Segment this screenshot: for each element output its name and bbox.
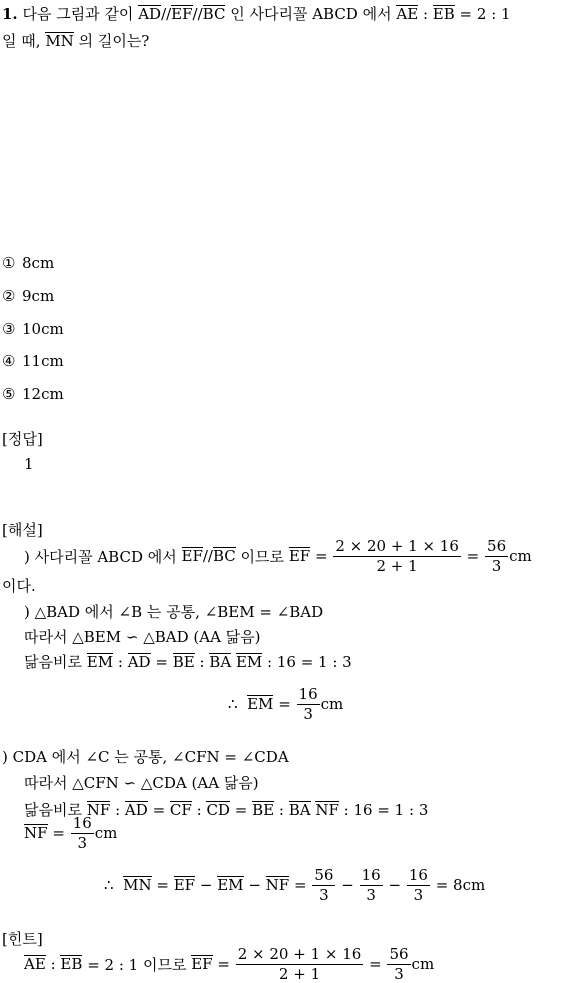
equals-sign: = [294, 876, 307, 894]
numerator: 16 [298, 685, 318, 703]
denominator: 3 [491, 556, 502, 575]
minus-sign: − [199, 876, 213, 894]
fraction [236, 946, 364, 982]
fraction [407, 867, 430, 903]
segment-nf: NF [315, 801, 339, 819]
segment-be: BE [252, 801, 275, 819]
numerator: 56 [487, 537, 507, 555]
segment-ef: EF [173, 876, 196, 895]
denominator: 3 [394, 964, 404, 983]
segment-bc: BC [212, 547, 236, 566]
segment-ae: AE [24, 955, 46, 974]
unit: cm [94, 824, 118, 842]
fraction [387, 946, 410, 982]
numerator: 2 × 20 + 1 × 16 [335, 537, 459, 555]
colon: : [50, 955, 56, 973]
option-text: 9cm [22, 287, 55, 305]
explanation-line-5 [24, 651, 352, 672]
explanation-text: 이므로 [240, 547, 285, 566]
denominator: 3 [366, 885, 376, 904]
answer-value: 1 [24, 455, 34, 473]
therefore-symbol: ∴ [104, 876, 114, 894]
segment-ef: EF [181, 547, 203, 566]
question-line-1 [2, 3, 511, 24]
question-line-2 [2, 30, 149, 51]
fraction [360, 867, 383, 903]
segment-ae: AE [396, 5, 419, 23]
numerator: 16 [72, 814, 92, 832]
equals-sign: = [155, 653, 168, 671]
numerator: 16 [408, 866, 428, 884]
fraction [485, 538, 508, 574]
segment-ef: EF [288, 547, 311, 566]
parallel-symbol: // [161, 5, 172, 23]
numerator: 56 [314, 866, 334, 884]
ratio-text: = 2 : 1 이므로 [87, 955, 187, 974]
hint-label: [힌트] [2, 930, 43, 948]
option-mark: ⑤ [2, 385, 16, 403]
explanation-text: 닮음비로 [24, 801, 82, 819]
numerator: 2 × 20 + 1 × 16 [237, 945, 362, 963]
equals-sign: = [234, 801, 248, 819]
explanation-line-7: ) CDA 에서 ∠C 는 공통, ∠CFN = ∠CDA [2, 748, 289, 766]
question-text: 인 사다리꼴 ABCD 에서 [230, 5, 392, 23]
option-text: 11cm [22, 352, 64, 370]
fraction [71, 815, 94, 851]
segment-mn: MN [45, 32, 74, 50]
segment-ef: EF [171, 5, 193, 23]
equals-sign: = [278, 695, 291, 713]
therefore-symbol: ∴ [228, 695, 238, 713]
segment-bc: BC [202, 5, 226, 23]
hint-line [24, 946, 434, 982]
option-5[interactable] [2, 385, 64, 403]
segment-ba: BA [288, 801, 311, 819]
segment-em: EM [86, 653, 114, 671]
segment-ad: AD [127, 653, 151, 671]
denominator: 3 [303, 704, 313, 723]
parallel-symbol: // [192, 5, 203, 23]
equals-sign: = [217, 955, 230, 973]
explanation-line-2: 이다. [2, 577, 36, 595]
option-text: 10cm [22, 320, 64, 338]
minus-sign: − [248, 876, 261, 894]
segment-cd: CD [206, 801, 230, 819]
question-text: 의 길이는? [78, 32, 150, 50]
fraction [312, 867, 335, 903]
minus-sign: − [388, 876, 402, 894]
numerator: 16 [361, 866, 381, 884]
unit: cm [320, 695, 344, 713]
segment-mn: MN [123, 876, 152, 895]
segment-nf: NF [24, 824, 48, 843]
segment-be: BE [172, 653, 195, 671]
numerator: 56 [389, 945, 409, 963]
explanation-line-6 [228, 686, 343, 722]
segment-ef: EF [191, 955, 213, 974]
colon: : [117, 653, 123, 671]
option-4[interactable] [2, 352, 64, 370]
denominator: 3 [77, 833, 87, 852]
equals-sign: = [52, 824, 65, 842]
equals-sign: = [369, 955, 382, 973]
colon: : [196, 801, 202, 819]
option-mark: ② [2, 287, 16, 305]
option-1[interactable] [2, 254, 54, 272]
unit: cm [509, 547, 532, 565]
fraction [297, 686, 320, 722]
ratio-text: : 16 = 1 : 3 [267, 653, 352, 671]
option-mark: ① [2, 254, 16, 272]
ratio-text: = 2 : 1 [459, 5, 511, 23]
equals-sign: = [466, 547, 480, 565]
segment-eb: EB [60, 955, 83, 974]
colon: : [278, 801, 284, 819]
colon: : [199, 653, 205, 671]
explanation-line-3: ) △BAD 에서 ∠B 는 공통, ∠BEM = ∠BAD [24, 603, 324, 621]
option-mark: ③ [2, 320, 16, 338]
question-text: 일 때, [2, 32, 41, 50]
segment-ba: BA [209, 653, 232, 671]
equals-sign: = [156, 876, 169, 894]
explanation-label: [해설] [2, 521, 43, 539]
answer-label: [정답] [2, 430, 43, 448]
fraction [333, 538, 461, 574]
parallel-symbol: // [202, 547, 213, 565]
segment-ad: AD [138, 5, 162, 23]
segment-ad: AD [124, 801, 148, 819]
segment-cf: CF [169, 801, 192, 819]
explanation-line-4: 따라서 △BEM ∽ △BAD (AA 닮음) [24, 628, 261, 646]
result-text: = 8cm [435, 876, 486, 894]
explanation-line-11 [104, 867, 485, 903]
explanation-text: ) 사다리꼴 ABCD 에서 [24, 547, 177, 566]
denominator: 3 [319, 885, 329, 904]
option-3[interactable] [2, 320, 64, 338]
colon: : [422, 5, 428, 23]
colon: : [115, 801, 121, 819]
denominator: 2 + 1 [376, 556, 418, 575]
question-text: 다음 그림과 같이 [22, 5, 134, 23]
explanation-line-8: 따라서 △CFN ∽ △CDA (AA 닮음) [24, 774, 259, 792]
segment-em: EM [247, 695, 274, 714]
segment-em: EM [235, 653, 263, 671]
equals-sign: = [152, 801, 166, 819]
denominator: 2 + 1 [278, 964, 321, 983]
option-2[interactable] [2, 287, 54, 305]
unit: cm [411, 955, 435, 973]
option-mark: ④ [2, 352, 16, 370]
segment-em: EM [217, 876, 244, 895]
segment-nf: NF [265, 876, 290, 895]
equals-sign: = [314, 547, 328, 565]
segment-eb: EB [432, 5, 455, 23]
explanation-text: 닮음비로 [24, 653, 82, 671]
segment-nf: NF [86, 801, 111, 819]
ratio-text: : 16 = 1 : 3 [343, 801, 429, 819]
option-text: 8cm [22, 254, 55, 272]
question-number: 1. [2, 5, 18, 23]
minus-sign: − [341, 876, 354, 894]
explanation-line-1 [24, 538, 532, 574]
option-text: 12cm [22, 385, 64, 403]
explanation-line-10 [24, 815, 117, 851]
denominator: 3 [413, 885, 424, 904]
